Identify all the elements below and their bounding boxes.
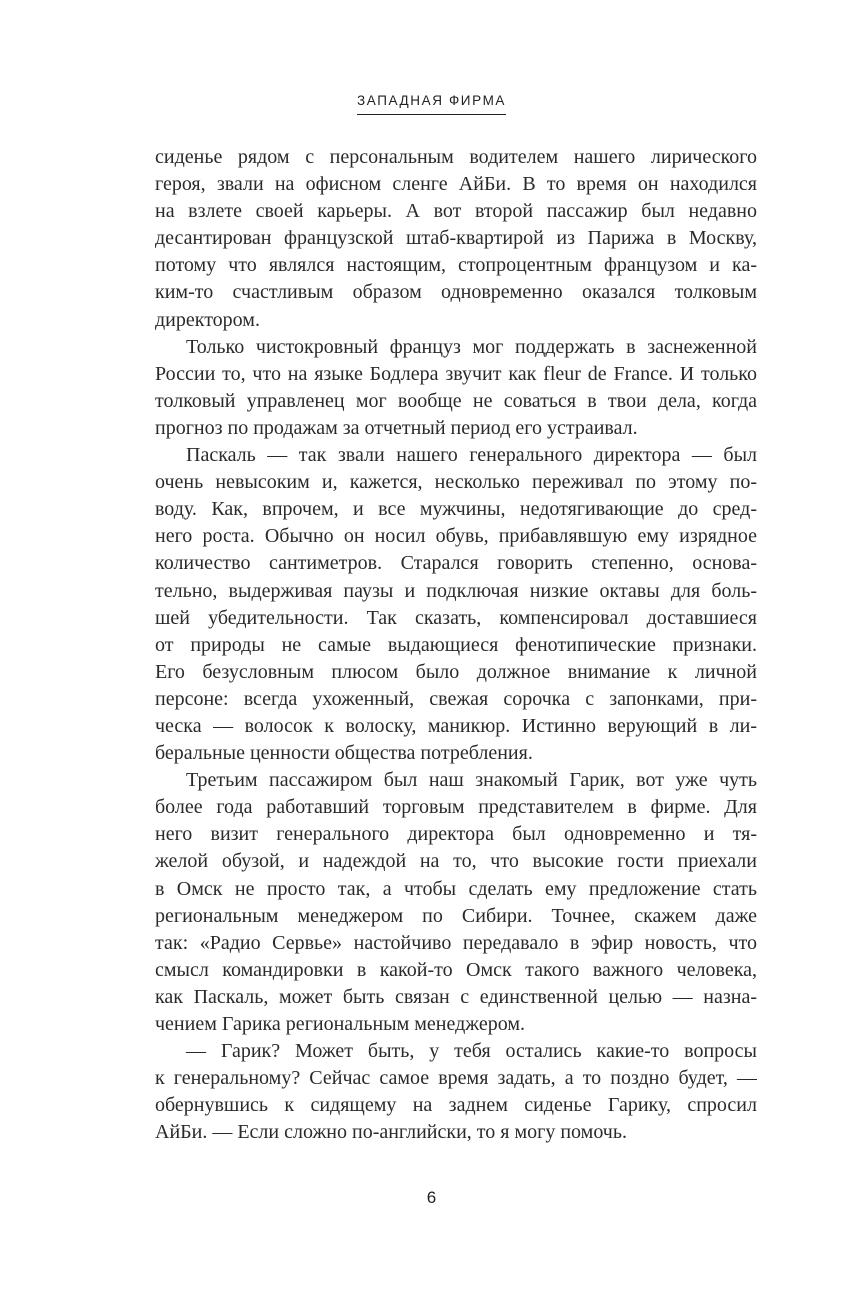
text-line: региональным менеджером по Сибири. Точнее, скажем даже	[155, 904, 757, 927]
text-line: него визит генерального директора был одновременно и тя-	[155, 823, 757, 846]
page-number: 6	[426, 1188, 437, 1207]
text-line: чением Гарика региональным менеджером.	[155, 1013, 525, 1035]
text-line: персоне: всегда ухоженный, свежая сорочка с запонками, при-	[155, 687, 757, 710]
running-head-title: ЗАПАДНАЯ ФИРМА	[357, 93, 506, 115]
text-line: Его безусловным плюсом было должное внимание к личной	[155, 660, 757, 683]
text-line: толковый управленец мог вообще не соваться в твои дела, когда	[155, 389, 757, 412]
text-line: шей убедительности. Так сказать, компенсировал доставшиеся	[155, 606, 757, 629]
text-line: десантирован французской штаб-квартирой из Парижа в Москву,	[155, 227, 757, 250]
text-line: прогноз по продажам за отчетный период его устраивал.	[155, 416, 638, 439]
body-text	[155, 144, 757, 1146]
text-line: героя, звали на офисном сленге АйБи. В то время он находился	[155, 173, 757, 196]
text-line: ким-то счастливым образом одновременно оказался толковым	[155, 281, 757, 304]
text-line: количество сантиметров. Старался говорить степенно, основа-	[155, 552, 757, 575]
text-line: Третьим пассажиром был наш знакомый Гарик, вот уже чуть	[186, 769, 757, 792]
paragraph	[155, 1038, 757, 1146]
paragraph	[155, 334, 757, 442]
text-line: на взлете своей карьеры. А вот второй пассажир был недавно	[155, 200, 757, 223]
text-line: обернувшись к сидящему на заднем сиденье Гарику, спросил	[155, 1094, 757, 1117]
text-line: России то, что на языке Бодлера звучит как fleur de France. И только	[155, 362, 757, 385]
text-line: в Омск не просто так, а чтобы сделать ему предложение стать	[155, 877, 757, 900]
text-line: потому что являлся настоящим, стопроцентным французом и ка-	[155, 254, 757, 277]
text-line: очень невысоким и, кажется, несколько переживал по этому по-	[155, 471, 757, 494]
text-line: Паскаль — так звали нашего генерального директора — был	[186, 444, 757, 467]
text-line: ческа — волосок к волоску, маникюр. Истинно верующий в ли-	[155, 714, 757, 737]
text-line: АйБи. — Если сложно по-английски, то я могу помочь.	[155, 1121, 627, 1144]
text-line: так: «Радио Сервье» настойчиво передавало в эфир новость, что	[155, 931, 757, 954]
running-head	[0, 92, 863, 115]
paragraph	[155, 442, 757, 767]
text-line: беральные ценности общества потребления.	[155, 742, 533, 765]
text-line: Только чистокровный француз мог поддержать в заснеженной	[186, 335, 757, 358]
text-line: тельно, выдерживая паузы и подключая низкие октавы для боль-	[155, 579, 757, 602]
text-line: директором.	[155, 308, 260, 331]
text-line: желой обузой, и надеждой на то, что высокие гости приехали	[155, 850, 757, 873]
text-line: воду. Как, впрочем, и все мужчины, недотягивающие до сред-	[155, 498, 757, 521]
text-line: как Паскаль, может быть связан с единственной целью — назна-	[155, 985, 757, 1008]
paragraph	[155, 144, 757, 334]
paragraph	[155, 767, 757, 1038]
text-line: него роста. Обычно он носил обувь, прибавлявшую ему изрядное	[155, 525, 757, 548]
text-line: сиденье рядом с персональным водителем нашего лирического	[155, 146, 757, 168]
text-line: — Гарик? Может быть, у тебя остались какие-то вопросы	[186, 1040, 757, 1063]
text-line: от природы не самые выдающиеся фенотипические признаки.	[155, 633, 757, 656]
text-line: более года работавший торговым представителем в фирме. Для	[155, 796, 757, 819]
text-line: к генеральному? Сейчас самое время задать, а то поздно будет, —	[155, 1067, 757, 1090]
text-line: смысл командировки в какой-то Омск такого важного человека,	[155, 958, 757, 981]
